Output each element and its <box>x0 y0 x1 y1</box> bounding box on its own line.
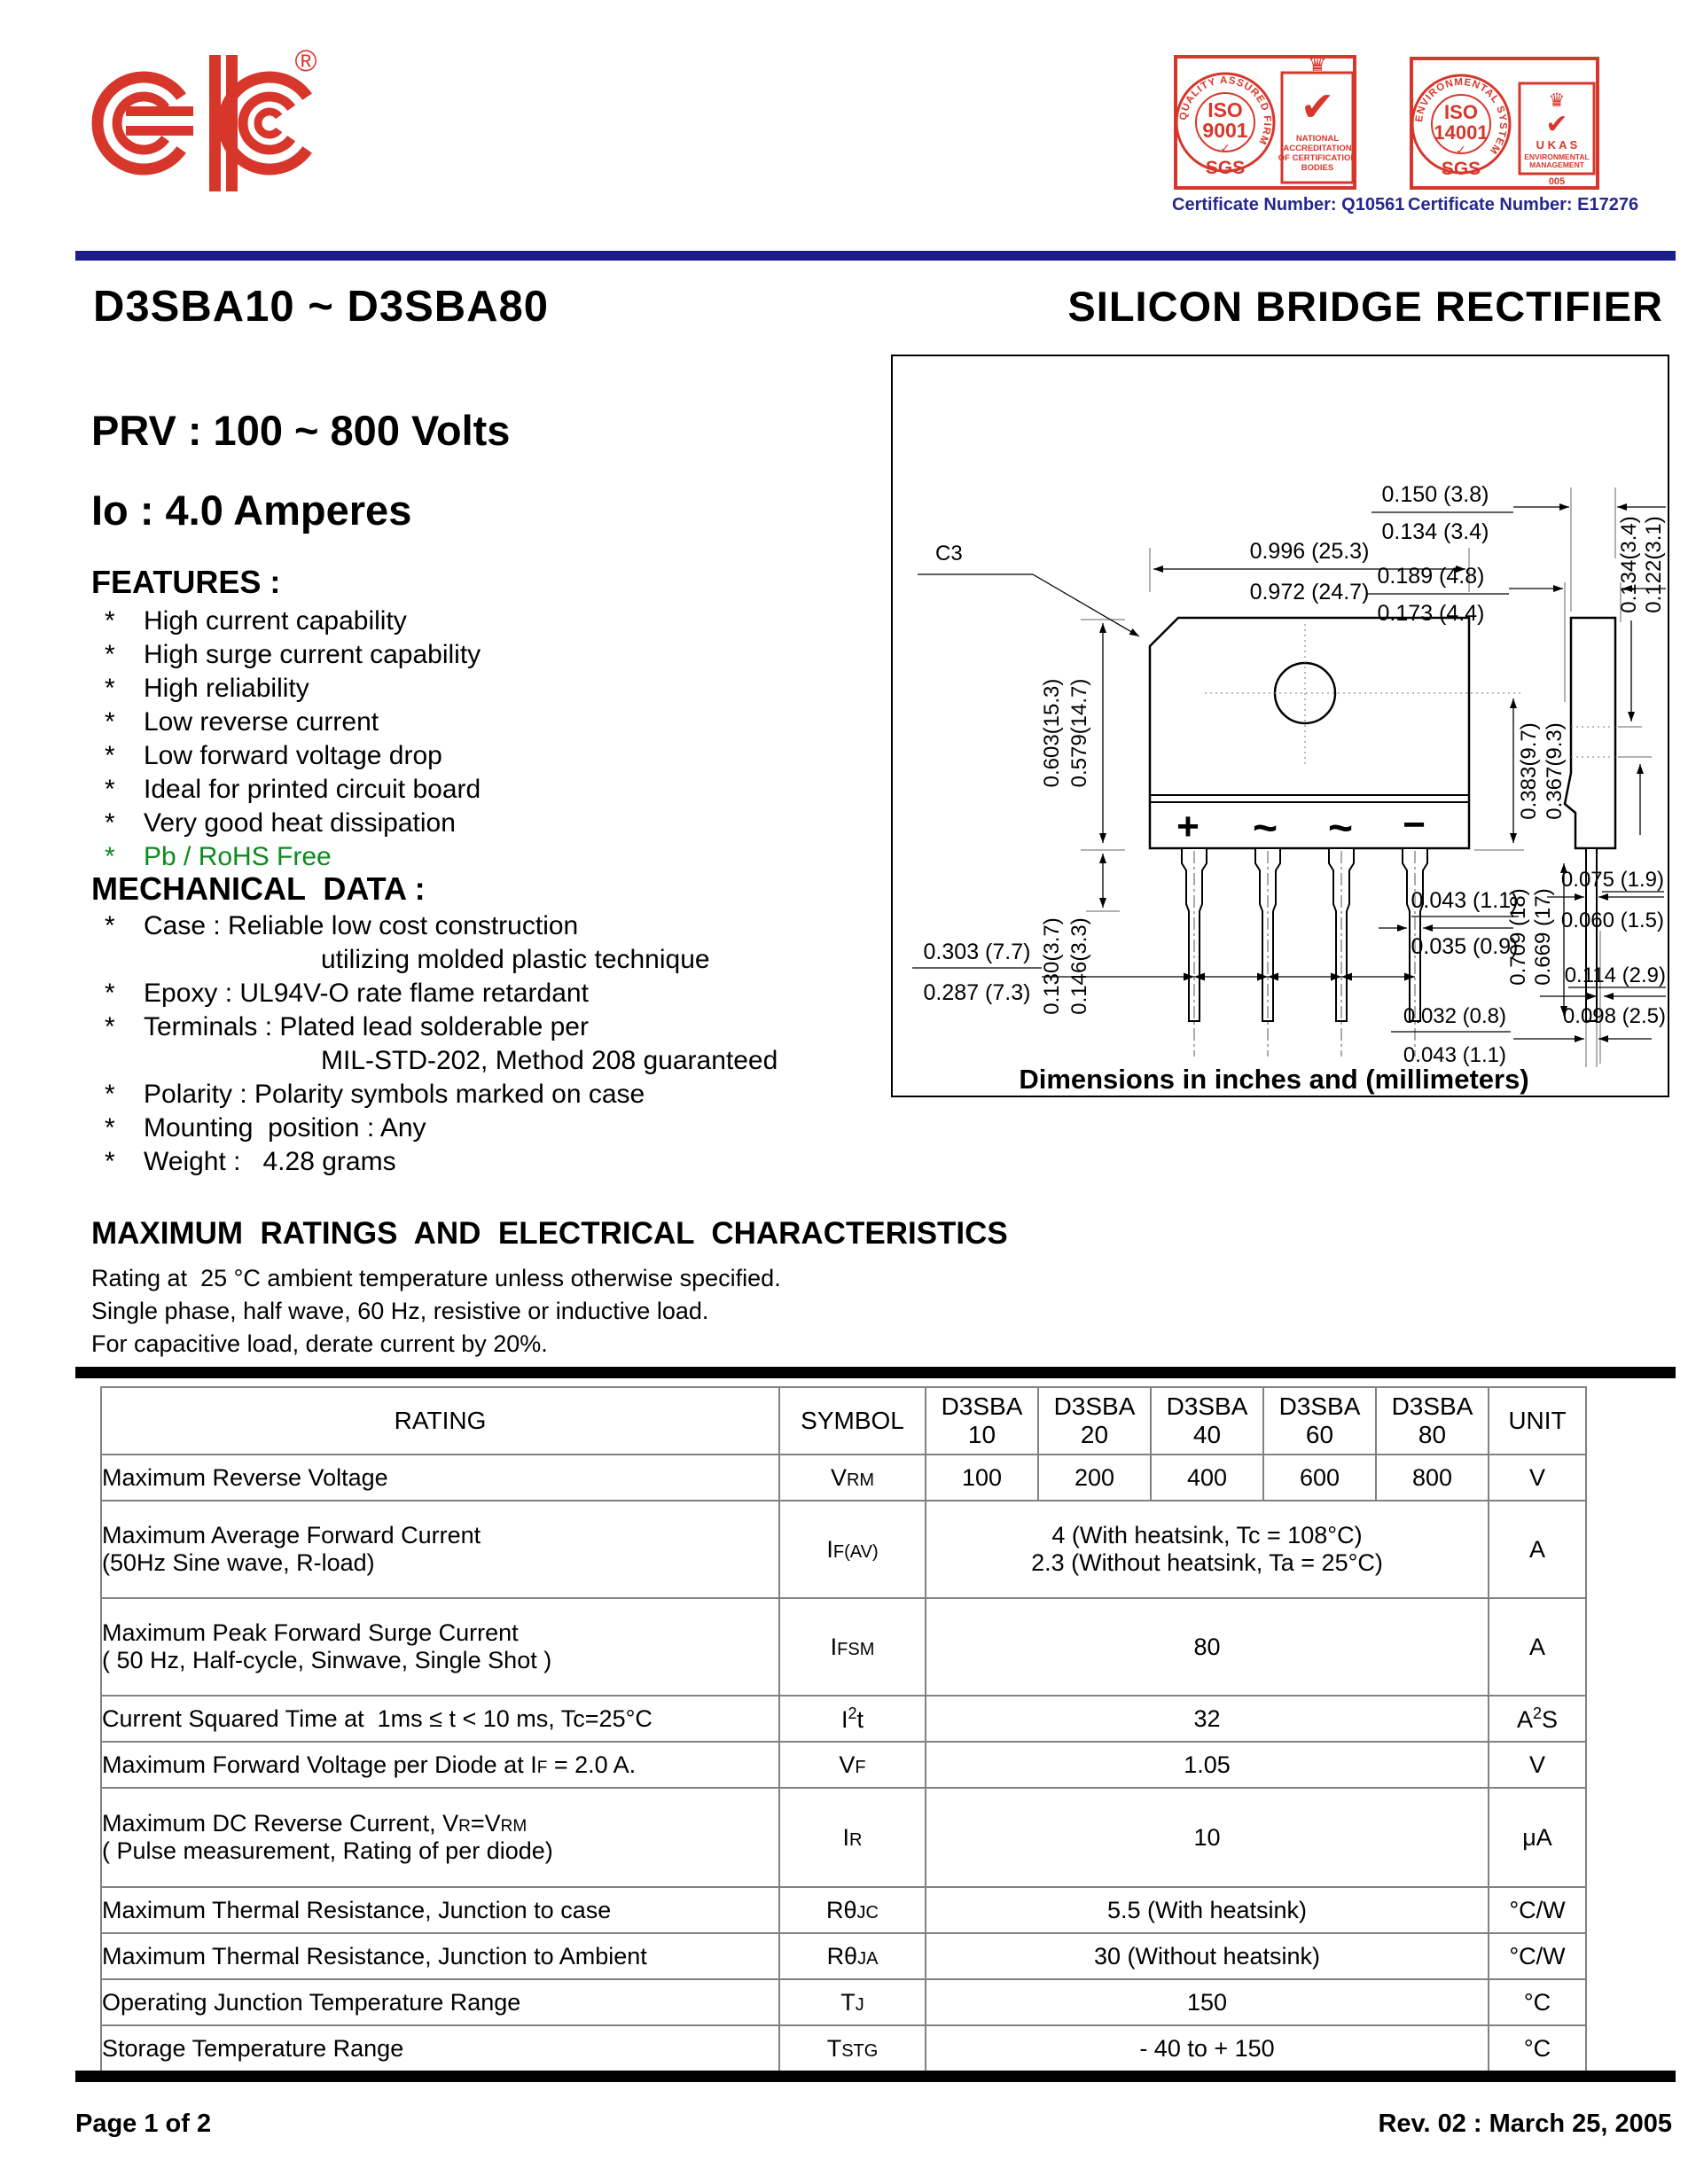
dim-label: 0.130(3.7) <box>1040 917 1064 1015</box>
mech-item: * Epoxy : UL94V-O rate flame retardant <box>98 977 778 1010</box>
small-check-icon: ✓ <box>1220 141 1231 155</box>
dim-label: 0.032 (0.8) <box>1403 1004 1506 1028</box>
unit-cell: $A^2S$ <box>1489 1696 1586 1742</box>
col-header-model: D3SBA 20 <box>1038 1387 1151 1455</box>
unit-cell: °C/W <box>1489 1933 1586 1979</box>
value-cell: 4 (With heatsink, Tc = 108°C) 2.3 (Without heatsink, Ta = 25°C) <box>926 1501 1489 1598</box>
table-row <box>101 1501 1586 1598</box>
unit-cell: A <box>1489 1598 1586 1696</box>
mech-item: * Terminals : Plated lead solderable per <box>98 1010 778 1044</box>
io-rating: Io : 4.0 Amperes <box>91 487 412 534</box>
value-cell: 800 <box>1376 1455 1489 1501</box>
dim-label: 0.367(9.3) <box>1543 722 1567 820</box>
bullet: * <box>105 842 115 871</box>
ratings-table <box>100 1386 1587 2072</box>
iso9001-badge <box>1172 50 1404 215</box>
ratings-heading: MAXIMUM RATINGS AND ELECTRICAL CHARACTERISTICS <box>91 1216 1008 1251</box>
feature-item: * Low reverse current <box>98 706 481 739</box>
value-cell: 400 <box>1151 1455 1263 1501</box>
feature-item: * High current capability <box>98 604 481 638</box>
ratings-notes <box>91 1262 781 1361</box>
dim-label: 0.134 (3.4) <box>1381 519 1489 544</box>
symbol-cell: $I^2t$ <box>779 1696 926 1742</box>
col-header-rating: RATING <box>101 1387 779 1455</box>
value-cell: 150 <box>926 1979 1489 2025</box>
revision-date: Rev. 02 : March 25, 2005 <box>1378 2110 1672 2138</box>
iso-label: ISO <box>1207 98 1243 121</box>
features-list <box>98 604 481 874</box>
iso14001-badge-graphic <box>1408 50 1601 193</box>
dim-label: 0.134(3.4) <box>1617 516 1641 613</box>
col-header-unit: UNIT <box>1489 1387 1586 1455</box>
dim-label: 0.709 (18) <box>1506 888 1530 986</box>
symbol-cell: RθJA <box>779 1933 926 1979</box>
mech-item: * Case : Reliable low cost construction <box>98 909 778 943</box>
drawing-caption: Dimensions in inches and (millimeters) <box>1019 1064 1529 1095</box>
side-view-body <box>1565 618 1615 848</box>
rating-cell: Maximum Reverse Voltage <box>101 1455 779 1501</box>
unit-cell: V <box>1489 1455 1586 1501</box>
dim-label: 0.603(15.3) <box>1040 678 1064 788</box>
bullet: * <box>105 707 115 737</box>
page-title-device-type: SILICON BRIDGE RECTIFIER <box>1067 283 1663 330</box>
note-line: Rating at 25 °C ambient temperature unless otherwise specified. <box>91 1265 781 1291</box>
ac-mark: ~ <box>1252 805 1278 852</box>
dim-label: 0.060 (1.5) <box>1560 909 1664 932</box>
dim-label: 0.150 (3.8) <box>1381 482 1489 507</box>
accreditation-line: BODIES <box>1301 163 1334 173</box>
bullet: * <box>105 741 115 770</box>
dim-label: 0.043 (1.1) <box>1411 888 1519 913</box>
value-cell: 80 <box>926 1598 1489 1696</box>
table-row <box>101 1696 1586 1742</box>
dim-label: 0.383(9.7) <box>1517 722 1541 820</box>
table-row <box>101 1979 1586 2025</box>
dim-label: 0.114 (2.9) <box>1564 963 1666 987</box>
bullet: * <box>105 674 115 703</box>
mech-item: * Mounting position : Any <box>98 1112 778 1145</box>
ring-text: QUALITY ASSURED FIRM <box>1177 74 1273 147</box>
small-check-icon: ✓ <box>1456 143 1466 157</box>
accreditation-line: OF CERTIFICATION <box>1278 153 1357 163</box>
ukas-number: 005 <box>1548 176 1566 187</box>
eic-logo <box>87 30 319 216</box>
value-cell: 200 <box>1038 1455 1151 1501</box>
mechanical-heading: MECHANICAL DATA : <box>91 870 426 907</box>
crown-icon: ♛ <box>1308 52 1327 76</box>
dim-label: 0.035 (0.9) <box>1411 934 1519 959</box>
plus-mark: + <box>1176 805 1200 848</box>
value-cell: 32 <box>926 1696 1489 1742</box>
accreditation-line: ACCREDITATION <box>1283 144 1352 153</box>
table-row <box>101 1933 1586 1979</box>
iso-number: 9001 <box>1202 119 1248 142</box>
col-header-symbol: SYMBOL <box>779 1387 926 1455</box>
col-header-model: D3SBA 80 <box>1376 1387 1489 1455</box>
symbol-cell: IF(AV) <box>779 1501 926 1598</box>
iso14001-badge <box>1408 50 1638 215</box>
prv-rating: PRV : 100 ~ 800 Volts <box>91 407 511 454</box>
bullet: * <box>105 1147 115 1176</box>
symbol-cell: IR <box>779 1788 926 1887</box>
registered-mark: ® <box>294 44 317 78</box>
col-header-model: D3SBA 10 <box>926 1387 1038 1455</box>
symbol-cell: RθJC <box>779 1887 926 1933</box>
unit-cell: °C <box>1489 1979 1586 2025</box>
rating-cell: Maximum Peak Forward Surge Current ( 50 Hz, Half-cycle, Sinwave, Single Shot ) <box>101 1598 779 1696</box>
dim-label: 0.173 (4.4) <box>1377 601 1485 626</box>
unit-cell: V <box>1489 1742 1586 1788</box>
side-view <box>1565 618 1615 1021</box>
rating-cell: Storage Temperature Range <box>101 2025 779 2071</box>
value-cell: 5.5 (With heatsink) <box>926 1887 1489 1933</box>
header-divider <box>75 251 1676 261</box>
sgs-label: SGS <box>1205 158 1246 178</box>
ring-text: ENVIRONMENTAL SYSTEM <box>1413 76 1509 157</box>
table-row <box>101 1788 1586 1887</box>
dim-label: C3 <box>935 542 963 566</box>
bullet: * <box>105 911 115 940</box>
rating-cell: Current Squared Time at 1ms ≤ t < 10 ms, Tc=25°C <box>101 1696 779 1742</box>
minus-mark: − <box>1403 803 1426 846</box>
rating-cell: Maximum Average Forward Current (50Hz Sine wave, R-load) <box>101 1501 779 1598</box>
table-row <box>101 2025 1586 2071</box>
bullet: * <box>105 1113 115 1143</box>
features-heading: FEATURES : <box>91 564 281 600</box>
package-drawing <box>893 356 1668 1096</box>
ukas-line: U K A S <box>1536 138 1578 152</box>
package-drawing-box <box>891 355 1669 1097</box>
rating-cell: Maximum DC Reverse Current, VR=VRM ( Pulse measurement, Rating of per diode) <box>101 1788 779 1887</box>
sgs-label: SGS <box>1441 159 1481 179</box>
value-cell: 10 <box>926 1788 1489 1887</box>
dim-label: 0.075 (1.9) <box>1560 868 1664 892</box>
dim-label: 0.189 (4.8) <box>1377 564 1485 589</box>
value-cell: 30 (Without heatsink) <box>926 1933 1489 1979</box>
note-line: Single phase, half wave, 60 Hz, resistive or inductive load. <box>91 1298 709 1324</box>
crown-icon: ♛ <box>1548 90 1566 111</box>
iso-number: 14001 <box>1434 121 1489 144</box>
mech-item: * Weight : 4.28 grams <box>98 1145 778 1179</box>
table-bottom-rule <box>75 2071 1676 2082</box>
unit-cell: °C <box>1489 2025 1586 2071</box>
rating-cell: Maximum Forward Voltage per Diode at IF = 2.0 A. <box>101 1742 779 1788</box>
checkmark-icon: ✔ <box>1545 110 1568 139</box>
rating-cell: Operating Junction Temperature Range <box>101 1979 779 2025</box>
mechanical-list <box>98 909 778 1179</box>
table-row <box>101 1455 1586 1501</box>
col-header-model: D3SBA 40 <box>1151 1387 1263 1455</box>
certificate-number: Certificate Number: E17276 <box>1408 195 1639 214</box>
iso-label: ISO <box>1444 101 1478 123</box>
dim-label: 0.098 (2.5) <box>1562 1004 1666 1028</box>
mech-item-cont: utilizing molded plastic technique <box>321 945 710 974</box>
unit-cell: μA <box>1489 1788 1586 1887</box>
bullet: * <box>105 808 115 838</box>
value-cell: 100 <box>926 1455 1038 1501</box>
dim-label: 0.303 (7.7) <box>923 940 1031 964</box>
symbol-cell: TJ <box>779 1979 926 2025</box>
page-title-part-number: D3SBA10 ~ D3SBA80 <box>93 283 550 331</box>
dim-label: 0.579(14.7) <box>1067 678 1091 788</box>
feature-item: * Very good heat dissipation <box>98 807 481 840</box>
bullet: * <box>105 979 115 1008</box>
certificate-number: Certificate Number: Q10561 <box>1172 195 1405 214</box>
unit-cell: A <box>1489 1501 1586 1598</box>
col-header-model: D3SBA 60 <box>1263 1387 1376 1455</box>
table-row <box>101 1742 1586 1788</box>
table-row <box>101 1598 1586 1696</box>
feature-item: * High reliability <box>98 672 481 706</box>
feature-item-pb-rohs: * Pb / RoHS Free <box>98 840 481 874</box>
bullet: * <box>105 606 115 636</box>
rating-cell: Maximum Thermal Resistance, Junction to case <box>101 1887 779 1933</box>
value-cell: - 40 to + 150 <box>926 2025 1489 2071</box>
dim-label: 0.996 (25.3) <box>1249 539 1370 564</box>
symbol-cell: VRM <box>779 1455 926 1501</box>
dim-label: 0.043 (1.1) <box>1403 1043 1506 1067</box>
rating-cell: Maximum Thermal Resistance, Junction to Ambient <box>101 1933 779 1979</box>
eic-logo-letters <box>98 77 308 169</box>
symbol-cell: TSTG <box>779 2025 926 2071</box>
feature-item: * Low forward voltage drop <box>98 739 481 773</box>
table-top-rule <box>75 1367 1676 1378</box>
symbol-cell: VF <box>779 1742 926 1788</box>
bullet: * <box>105 640 115 669</box>
note-line: For capacitive load, derate current by 20%. <box>91 1330 548 1357</box>
unit-cell: °C/W <box>1489 1887 1586 1933</box>
value-cell: 600 <box>1263 1455 1376 1501</box>
mech-item-cont: MIL-STD-202, Method 208 guaranteed <box>321 1046 778 1075</box>
feature-item: * High surge current capability <box>98 638 481 672</box>
feature-item: * Ideal for printed circuit board <box>98 773 481 807</box>
bullet: * <box>105 1012 115 1041</box>
ukas-line: MANAGEMENT <box>1529 160 1584 169</box>
dim-label: 0.122(3.1) <box>1642 516 1666 613</box>
value-cell: 1.05 <box>926 1742 1489 1788</box>
ukas-line: ENVIRONMENTAL <box>1524 152 1590 161</box>
bullet: * <box>105 1080 115 1109</box>
iso9001-badge-graphic <box>1172 50 1360 193</box>
page-number: Page 1 of 2 <box>75 2110 212 2138</box>
mech-item: * Polarity : Polarity symbols marked on case <box>98 1078 778 1112</box>
checkmark-icon: ✔ <box>1300 83 1335 129</box>
table-header-row <box>101 1387 1586 1455</box>
table-row <box>101 1887 1586 1933</box>
dim-label: 0.669 (17) <box>1531 888 1555 986</box>
symbol-cell: IFSM <box>779 1598 926 1696</box>
ac-mark: ~ <box>1327 805 1354 852</box>
bullet: * <box>105 775 115 804</box>
dim-label: 0.972 (24.7) <box>1249 580 1370 604</box>
dim-label: 0.287 (7.3) <box>923 980 1031 1005</box>
accreditation-line: NATIONAL <box>1295 134 1340 144</box>
dim-label: 0.146(3.3) <box>1067 917 1091 1015</box>
